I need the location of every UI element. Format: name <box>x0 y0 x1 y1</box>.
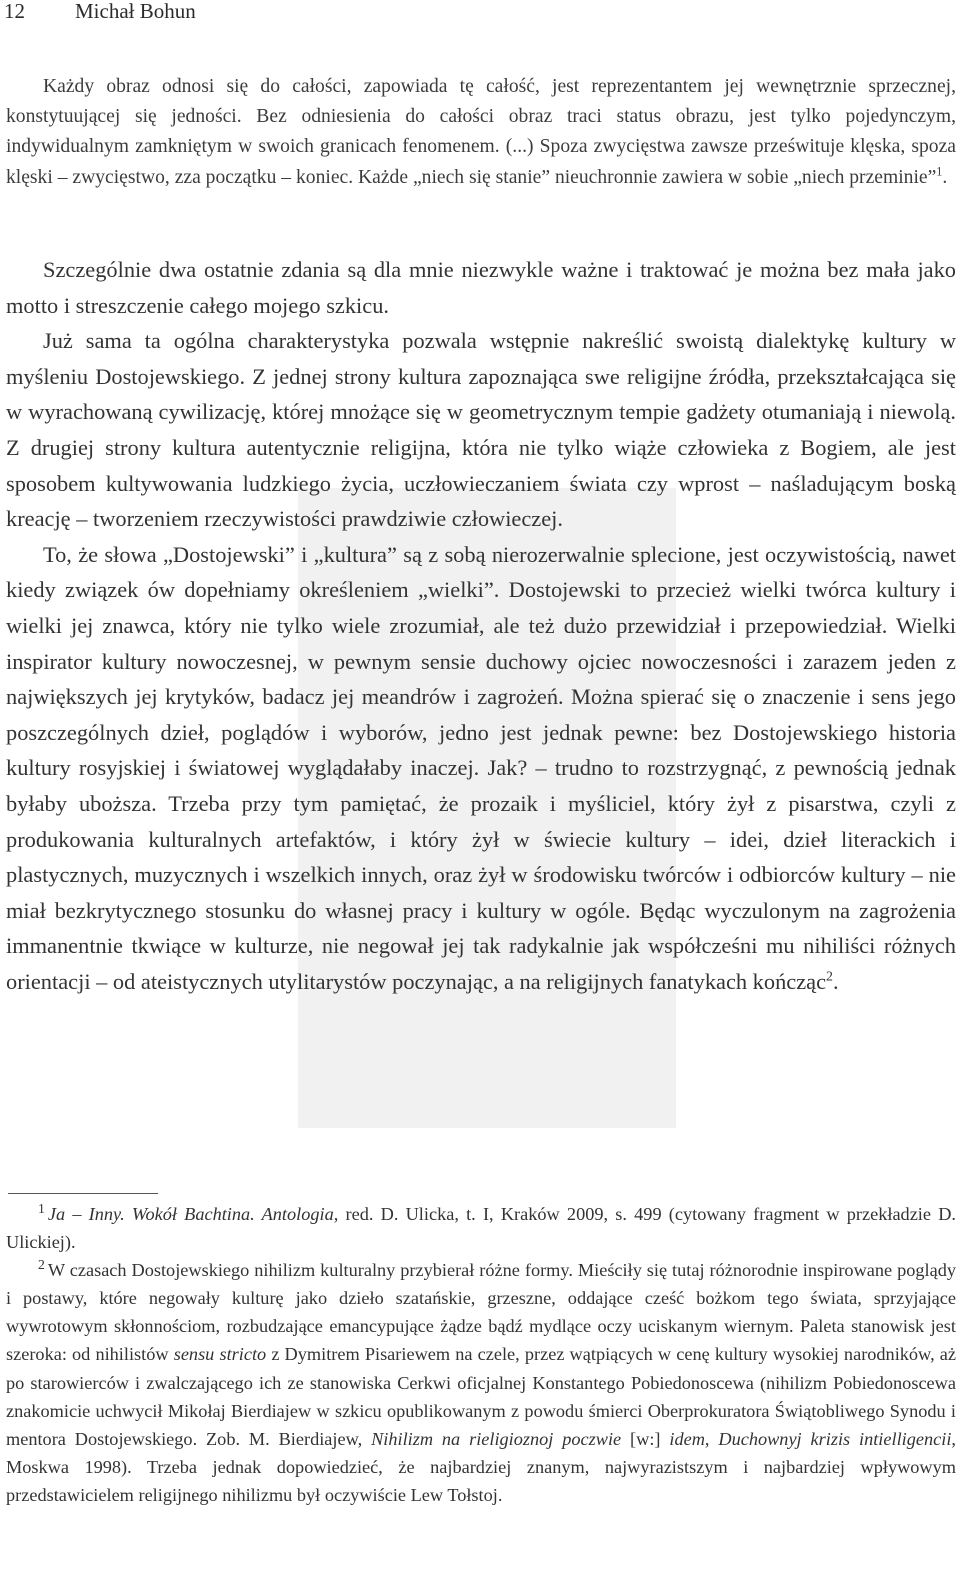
paragraph-3-text: To, że słowa „Dostojewski” i „kultura” są z sobą nierozerwalnie splecione, jest oczywistością, nawet kiedy związek ów dopełniamy określeniem „wielki”. Dostojewski to przecież wielki twórca kultury i wielki jej znawca, który nie tylko wiele zrozumiał, ale też dużo przewidział i przepowiedział. Wielki inspirator kultury nowoczesnej, w pewnym sensie duchowy ojciec nowoczesności i zarazem jeden z największych jej krytyków, badacz jej meandrów i zagrożeń. Można spierać się o znaczenie i sens jego poszczególnych dzieł, poglądów i wyborów, jedno jest jednak pewne: bez Dostojewskiego historia kultury rosyjskiej i światowej wyglądałaby inaczej. Jak? – trudno to rozstrzygnąć, z pewnością jednak byłaby uboższa. Trzeba przy tym pamiętać, że prozaik i myśliciel, który żył z pisarstwa, czyli z produkowania kulturalnych artefaktów, i który żył w świecie kultury – idei, dzieł literackich i plastycznych, muzycznych i wszelkich innych, oraz żył w środowisku twórców i odbiorców kultury – nie miał bezkrytycznego stosunku do własnej pracy i kultury w ogóle. Będąc wyczulonym na zagrożenia immanentnie tkwiące w kulturze, nie negował jej tak radykalnie jak współcześni mu nihiliści różnych orientacji – od ateistycznych utylitarystów poczynając, a na religijnych fanatykach kończąc <box>6 541 956 994</box>
paragraph-2: Już sama ta ogólna charakterystyka pozwala wstępnie nakreślić swoistą dialektykę kultury w myśleniu Dostojewskiego. Z jednej strony kultura zapoznająca swe religijne źródła, przekształcająca się w wyrachowaną cywilizację, której mnożące się w geometrycznym tempie gadżety otumaniają i niewolą. Z drugiej strony kultura autentycznie religijna, która nie tylko wiąże człowieka z Bogiem, ale jest sposobem kultywowania ludzkiego życia, uczłowieczaniem świata czy wprost – naśladującym boską kreację – tworzeniem rzeczywistości prawdziwie człowieczej. <box>6 328 956 532</box>
paragraph-3-end: . <box>832 968 839 994</box>
footnote-2-italic-a: sensu stricto <box>173 1344 267 1365</box>
footnote-1 <box>6 1200 956 1256</box>
running-header <box>0 0 960 25</box>
footnote-2-italic-b: Nihilizm na rieligioznoj poczwie <box>371 1428 622 1449</box>
footnote-2-italic-d: Duchownyj krizis intielligencii <box>718 1428 952 1449</box>
page-number: 12 <box>4 0 25 23</box>
footnote-1-text: , red. D. Ulicka, t. I, Kraków 2009, s. 499 (cytowany fragment w przekładzie D. Ulickiej). <box>6 1204 956 1253</box>
block-quote <box>6 72 956 193</box>
paragraph-1: Szczególnie dwa ostatnie zdania są dla mnie niezwykle ważne i traktować je można bez mała jako motto i streszczenie całego mojego szkicu. <box>6 257 956 318</box>
footnote-2-italic-c: idem <box>669 1428 705 1449</box>
footnotes <box>6 1200 956 1509</box>
footnote-2 <box>6 1256 956 1509</box>
running-header-author: Michał Bohun <box>75 0 196 23</box>
footnote-ref-2[interactable]: 2 <box>826 969 833 985</box>
paragraph-3 <box>6 537 956 1000</box>
footnote-2-text-a: W czasach Dostojewskiego nihilizm kulturalny przybierał różne formy. Mieściły się tutaj różnorodnie inspirowane poglądy i postawy, które negowały kulturę jako dzieło szatańskie, grzeszne, oddające cześć bożkom tego świata, sprzyjające wywrotowym skłonnościom, rozbudzające emancypujące żądze bądź mydlące oczy uciskanym wiernym. Paleta stanowisk jest szeroka: od nihilistów <box>6 1260 956 1365</box>
quote-end: . <box>942 166 948 188</box>
footnote-2-marker: 2 <box>38 1257 45 1273</box>
main-text <box>6 252 956 999</box>
footnote-2-text-c: [w:] <box>621 1428 670 1449</box>
footnote-1-marker: 1 <box>38 1200 45 1216</box>
footnote-ref-1[interactable]: 1 <box>936 164 943 179</box>
footnote-separator <box>8 1193 158 1194</box>
footnote-2-text-d: , <box>704 1428 719 1449</box>
footnote-1-title: Ja – Inny. Wokół Bachtina. Antologia <box>47 1204 334 1224</box>
footnote-2-text-b: z Dymitrem Pisariewem na czele, przez wątpiących w cenę kultury wysokiej narodników, aż po starowierców i zwalczającego ich ze stanowiska Cerkwi oficjalnej Konstantego Pobiedonoscewa (nihilizm Pobiedonoscewa znakomicie uchwycił Mikołaj Bierdiajew w szkicu opublikowanym z powodu śmierci Oberprokuratora Świątobliwego Synodu i mentora Dostojewskiego. Zob. M. Bierdiajew, <box>6 1344 957 1449</box>
quote-text: Każdy obraz odnosi się do całości, zapowiada tę całość, jest reprezentantem jej wewnętrznie sprzecznej, konstytuującej się jedności. Bez odniesienia do całości obraz traci status obrazu, jest tylko pojedynczym, indywidualnym zamkniętym w swoich granicach fenomenem. (...) Spoza zwycięstwa zawsze prześwituje klęska, spoza klęski – zwycięstwo, zza początku – koniec. Każde „niech się stanie” nieuchronnie zawiera w sobie „niech przeminie” <box>6 76 956 188</box>
footnote-2-text-e: , Moskwa 1998). Trzeba jednak dopowiedzieć, że najbardziej znanym, najwyrazistszym i najbardziej wpływowym przedstawicielem religijnego nihilizmu był oczywiście Lew Tołstoj. <box>6 1428 956 1505</box>
